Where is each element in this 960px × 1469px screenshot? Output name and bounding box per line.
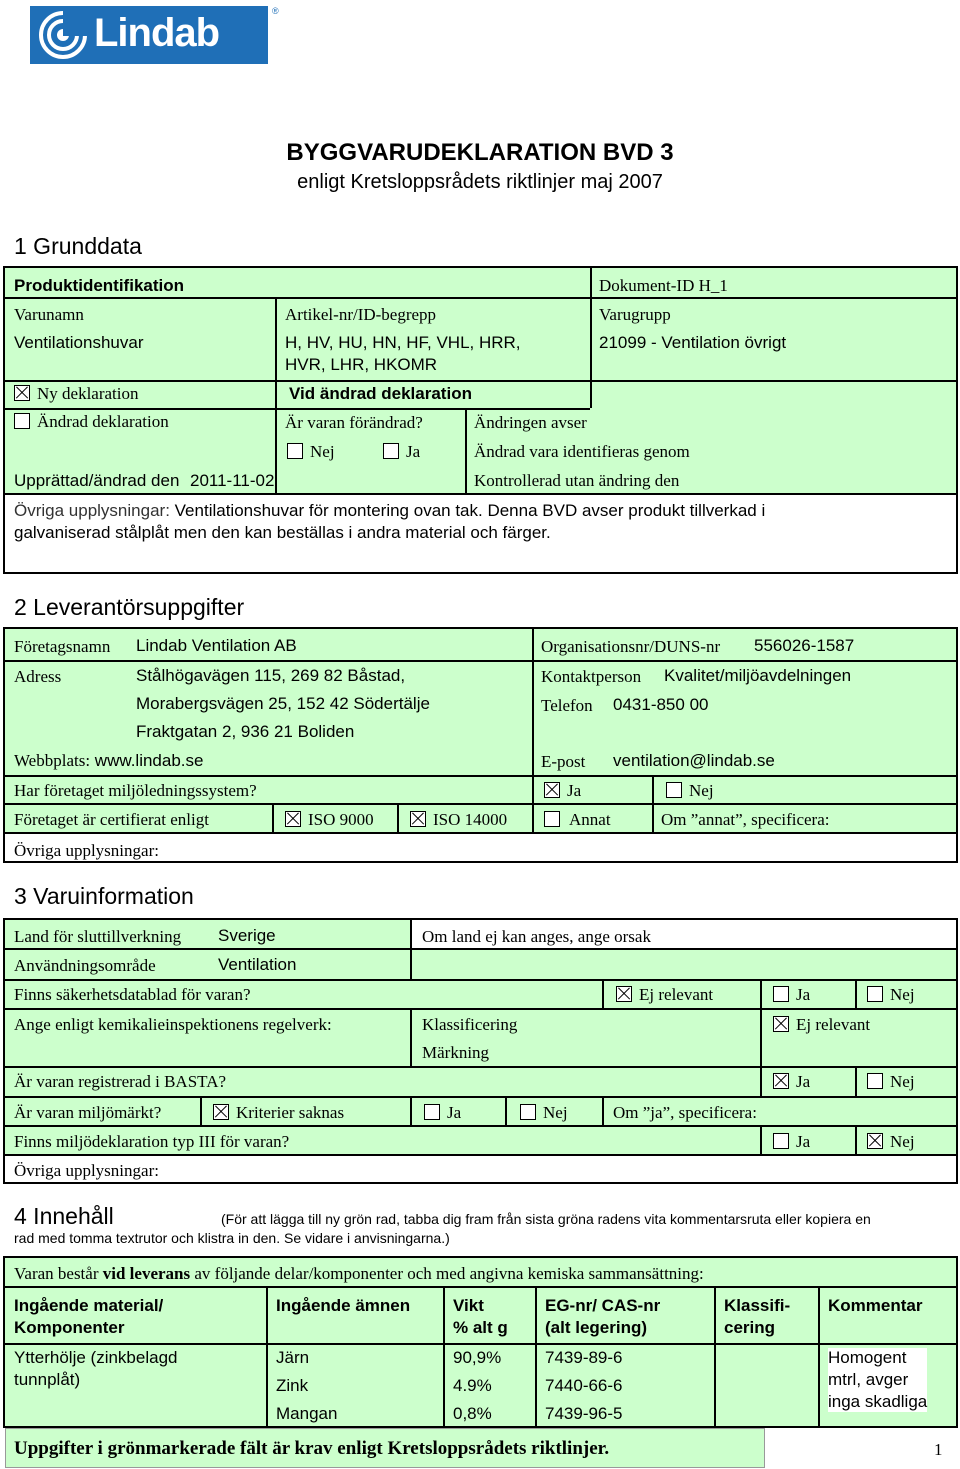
sdb-ej-relevant-label: Ej relevant xyxy=(639,985,714,1004)
s2-ovriga-label: Övriga upplysningar: xyxy=(14,841,159,860)
iso9000-label: ISO 9000 xyxy=(308,810,374,829)
s4-note-line-1: (För att lägga till ny grön rad, tabba dig fram från sista gröna radens vita kommentarsruta eller kopiera en xyxy=(221,1211,871,1227)
vid-andrad-label: Vid ändrad deklaration xyxy=(289,384,472,403)
kontakt-value[interactable]: Kvalitet/miljöavdelningen xyxy=(664,666,852,685)
amne-cell[interactable]: Mangan xyxy=(276,1404,338,1423)
miljodekl-nej-label: Nej xyxy=(890,1132,915,1151)
table-row xyxy=(276,1404,337,1424)
cas-cell[interactable]: 7439-96-5 xyxy=(545,1404,623,1423)
artikel-value-1[interactable]: H, HV, HU, HN, HF, VHL, HRR, xyxy=(285,333,521,352)
webb-label: Webbplats: xyxy=(14,751,91,770)
varugrupp-label: Varugrupp xyxy=(599,305,671,324)
upprattad-label: Upprättad/ändrad den xyxy=(14,471,180,490)
orgnr-value[interactable]: 556026-1587 xyxy=(754,636,855,655)
orgnr-label: Organisationsnr/DUNS-nr xyxy=(541,637,721,656)
col-kommentar-header: Kommentar xyxy=(828,1296,923,1315)
miljo-nej-option[interactable] xyxy=(666,781,714,801)
basta-ja-option[interactable] xyxy=(773,1072,810,1092)
col-vikt-header xyxy=(453,1296,508,1338)
kemi-question: Ange enligt kemikalieinspektionens regelverk: xyxy=(14,1015,332,1034)
sdb-nej-option[interactable] xyxy=(867,985,915,1005)
s4-intro-bold: vid leverans xyxy=(102,1264,191,1283)
kommentar-line-1: Homogent xyxy=(828,1348,907,1367)
produktidentifikation-label: Produktidentifikation xyxy=(14,276,184,295)
kontakt-label: Kontaktperson xyxy=(541,667,642,686)
s4-intro-pre: Varan består xyxy=(14,1264,103,1283)
markning-label: Märkning xyxy=(422,1043,490,1062)
adress-label: Adress xyxy=(14,667,62,686)
vikt-cell[interactable]: 4.9% xyxy=(453,1376,492,1395)
table-row xyxy=(276,1376,308,1396)
adress-line-1[interactable]: Stålhögavägen 115, 269 82 Båstad, xyxy=(136,666,406,685)
section-2-heading: 2 Leverantörsuppgifter xyxy=(14,594,245,620)
kemi-ej-relevant-label: Ej relevant xyxy=(796,1015,871,1034)
artikel-value-2[interactable]: HVR, LHR, HKOMR xyxy=(285,355,438,374)
adress-line-2[interactable]: Morabergsvägen 25, 152 42 Södertälje xyxy=(136,694,430,713)
forandrad-nej-checkbox[interactable] xyxy=(287,443,303,459)
om-land-label: Om land ej kan anges, ange orsak xyxy=(422,927,651,946)
material-line-2: tunnplåt) xyxy=(14,1370,81,1389)
iso14000-label: ISO 14000 xyxy=(433,810,508,829)
amne-cell[interactable]: Järn xyxy=(276,1348,310,1367)
telefon-value[interactable]: 0431-850 00 xyxy=(613,695,709,714)
miljodeklaration-question: Finns miljödeklaration typ III för varan? xyxy=(14,1132,290,1151)
lindab-logo-icon xyxy=(34,6,92,64)
s4-note-line-2: rad med tomma textrutor och klistra in den. Se vidare i anvisningarna.) xyxy=(14,1230,450,1246)
miljo-ja-option[interactable] xyxy=(544,781,581,801)
webb-row xyxy=(14,751,203,771)
s1-ovriga-text-1[interactable]: Ventilationshuvar för montering ovan tak. Denna BVD avser produkt tillverkad i xyxy=(174,501,766,520)
kriterier-saknas-option[interactable] xyxy=(213,1103,344,1123)
cas-cell[interactable]: 7439-89-6 xyxy=(545,1348,623,1367)
andrad-deklaration-label: Ändrad deklaration xyxy=(37,412,169,431)
miljo-nej-label: Nej xyxy=(689,781,714,800)
forandrad-nej-option[interactable] xyxy=(287,442,335,462)
varunamn-label: Varunamn xyxy=(14,305,84,324)
iso9000-option[interactable] xyxy=(285,810,374,830)
forandrad-ja-option[interactable] xyxy=(383,442,420,462)
s4-intro-post: av följande delar/komponenter och med angivna kemiska sammansättning: xyxy=(190,1264,704,1283)
section-1-heading: 1 Grunddata xyxy=(14,233,142,259)
s1-ovriga xyxy=(14,501,944,521)
col-klass-header xyxy=(724,1296,790,1338)
certifierat-question: Företaget är certifierat enligt xyxy=(14,810,209,829)
kriterier-saknas-checkbox[interactable] xyxy=(213,1104,229,1120)
dokument-id: Dokument-ID H_1 xyxy=(599,276,728,295)
cas-cell[interactable]: 7440-66-6 xyxy=(545,1376,623,1395)
miljomarkt-question: Är varan miljömärkt? xyxy=(14,1103,162,1122)
s3-ovriga-label: Övriga upplysningar: xyxy=(14,1161,159,1180)
miljo-ja-checkbox[interactable] xyxy=(544,782,560,798)
sdb-ja-label: Ja xyxy=(796,985,811,1004)
miljo-ja-label: Ja xyxy=(567,781,582,800)
vikt-cell[interactable]: 0,8% xyxy=(453,1404,492,1423)
land-value[interactable]: Sverige xyxy=(218,926,276,945)
basta-ja-label: Ja xyxy=(796,1072,811,1091)
miljomarkt-nej-option[interactable] xyxy=(520,1103,568,1123)
foretagsnamn-value[interactable]: Lindab Ventilation AB xyxy=(136,636,297,655)
sdb-nej-checkbox[interactable] xyxy=(867,986,883,1002)
basta-nej-label: Nej xyxy=(890,1072,915,1091)
s1-ovriga-label: Övriga upplysningar: xyxy=(14,501,170,520)
col-klass-header-1: Klassifi- xyxy=(724,1296,791,1315)
andringen-avser-label: Ändringen avser xyxy=(474,413,587,432)
sdb-ej-relevant-option[interactable] xyxy=(616,985,713,1005)
epost-label: E-post xyxy=(541,752,586,771)
col-material-header xyxy=(14,1296,163,1338)
anvandning-value[interactable]: Ventilation xyxy=(218,955,297,974)
basta-question: Är varan registrerad i BASTA? xyxy=(14,1072,227,1091)
andrad-deklaration-option[interactable] xyxy=(14,412,169,432)
annat-option[interactable] xyxy=(544,810,611,830)
kemi-ej-relevant-option[interactable] xyxy=(773,1015,870,1035)
miljomarkt-ja-checkbox[interactable] xyxy=(424,1104,440,1120)
miljomarkt-nej-label: Nej xyxy=(543,1103,568,1122)
miljodekl-nej-option[interactable] xyxy=(867,1132,915,1152)
miljodekl-nej-checkbox[interactable] xyxy=(867,1133,883,1149)
miljomarkt-nej-checkbox[interactable] xyxy=(520,1104,536,1120)
col-vikt-header-2: % alt g xyxy=(453,1318,508,1337)
om-annat-label: Om ”annat”, specificera: xyxy=(661,810,830,829)
miljodekl-ja-option[interactable] xyxy=(773,1132,810,1152)
col-material-header-2: Komponenter xyxy=(14,1318,125,1337)
forandrad-ja-label: Ja xyxy=(406,442,421,461)
s1-ovriga-text-2[interactable]: galvaniserad stålplåt men den kan beställas i andra material och färger. xyxy=(14,523,551,542)
basta-ja-checkbox[interactable] xyxy=(773,1073,789,1089)
kriterier-saknas-label: Kriterier saknas xyxy=(236,1103,345,1122)
basta-nej-option[interactable] xyxy=(867,1072,915,1092)
sdb-nej-label: Nej xyxy=(890,985,915,1004)
s4-intro xyxy=(14,1264,704,1284)
basta-nej-checkbox[interactable] xyxy=(867,1073,883,1089)
kontrollerad-label: Kontrollerad utan ändring den xyxy=(474,471,680,490)
kommentar-cell[interactable] xyxy=(828,1348,927,1412)
telefon-label: Telefon xyxy=(541,696,593,715)
doc-title: BYGGVARUDEKLARATION BVD 3 xyxy=(286,139,674,166)
varugrupp-value[interactable]: 21099 - Ventilation övrigt xyxy=(599,333,787,352)
doc-subtitle: enligt Kretsloppsrådets riktlinjer maj 2007 xyxy=(297,171,663,193)
miljomarkt-ja-label: Ja xyxy=(447,1103,462,1122)
epost-value[interactable]: ventilation@lindab.se xyxy=(613,751,775,770)
webb-value[interactable]: www.lindab.se xyxy=(94,751,204,770)
col-vikt-header-1: Vikt xyxy=(453,1296,484,1315)
logo xyxy=(30,6,268,64)
ny-deklaration-checkbox[interactable] xyxy=(14,385,30,401)
artikel-label: Artikel-nr/ID-begrepp xyxy=(285,305,437,324)
iso14000-checkbox[interactable] xyxy=(410,811,426,827)
om-ja-label: Om ”ja”, specificera: xyxy=(613,1103,757,1122)
col-material-header-1: Ingående material/ xyxy=(14,1296,164,1315)
material-line-1: Ytterhölje (zinkbelagd xyxy=(14,1348,178,1367)
registered-mark-icon: ® xyxy=(272,6,279,16)
logo-text: Lindab xyxy=(94,11,220,55)
section-3-heading: 3 Varuinformation xyxy=(14,883,194,909)
ny-deklaration-option[interactable] xyxy=(14,384,139,404)
iso14000-option[interactable] xyxy=(410,810,507,830)
sdb-ej-relevant-checkbox[interactable] xyxy=(616,986,632,1002)
annat-checkbox[interactable] xyxy=(544,811,560,827)
adress-line-3[interactable]: Fraktgatan 2, 936 21 Boliden xyxy=(136,722,355,741)
sdb-ja-checkbox[interactable] xyxy=(773,986,789,1002)
kemi-ej-relevant-checkbox[interactable] xyxy=(773,1016,789,1032)
sdb-ja-option[interactable] xyxy=(773,985,810,1005)
material-cell[interactable] xyxy=(14,1348,177,1390)
andrad-vara-label: Ändrad vara identifieras genom xyxy=(474,442,690,461)
iso9000-checkbox[interactable] xyxy=(285,811,301,827)
ar-varan-forandrad-label: Är varan förändrad? xyxy=(285,413,423,432)
miljodekl-ja-checkbox[interactable] xyxy=(773,1133,789,1149)
col-eg-header xyxy=(545,1296,660,1338)
forandrad-nej-label: Nej xyxy=(310,442,335,461)
miljomarkt-ja-option[interactable] xyxy=(424,1103,461,1123)
vikt-cell[interactable]: 90,9% xyxy=(453,1348,502,1367)
andrad-deklaration-checkbox[interactable] xyxy=(14,413,30,429)
sakerhetsdatablad-question: Finns säkerhetsdatablad för varan? xyxy=(14,985,251,1004)
amne-cell[interactable]: Zink xyxy=(276,1376,309,1395)
col-klass-header-2: cering xyxy=(724,1318,776,1337)
annat-label: Annat xyxy=(569,810,611,829)
upprattad-date[interactable]: 2011-11-02 xyxy=(190,471,275,490)
forandrad-ja-checkbox[interactable] xyxy=(383,443,399,459)
col-amnen-header: Ingående ämnen xyxy=(276,1296,411,1315)
kommentar-line-2: mtrl, avger xyxy=(828,1370,909,1389)
kommentar-line-3: inga skadliga xyxy=(828,1392,928,1411)
land-label: Land för sluttillverkning xyxy=(14,927,182,946)
klassificering-label: Klassificering xyxy=(422,1015,518,1034)
varunamn-value[interactable]: Ventilationshuvar xyxy=(14,333,144,352)
footer-note xyxy=(5,1428,765,1468)
page-number: 1 xyxy=(934,1440,943,1459)
section-4-heading: 4 Innehåll xyxy=(14,1203,114,1229)
miljo-nej-checkbox[interactable] xyxy=(666,782,682,798)
col-eg-header-1: EG-nr/ CAS-nr xyxy=(545,1296,661,1315)
footer-note-text: Uppgifter i grönmarkerade fält är krav enligt Kretsloppsrådets riktlinjer. xyxy=(14,1438,610,1459)
table-row xyxy=(276,1348,309,1368)
miljoledning-question: Har företaget miljöledningssystem? xyxy=(14,781,257,800)
miljodekl-ja-label: Ja xyxy=(796,1132,811,1151)
anvandning-label: Användningsområde xyxy=(14,956,156,975)
foretagsnamn-label: Företagsnamn xyxy=(14,637,111,656)
ny-deklaration-label: Ny deklaration xyxy=(37,384,139,403)
col-eg-header-2: (alt legering) xyxy=(545,1318,648,1337)
